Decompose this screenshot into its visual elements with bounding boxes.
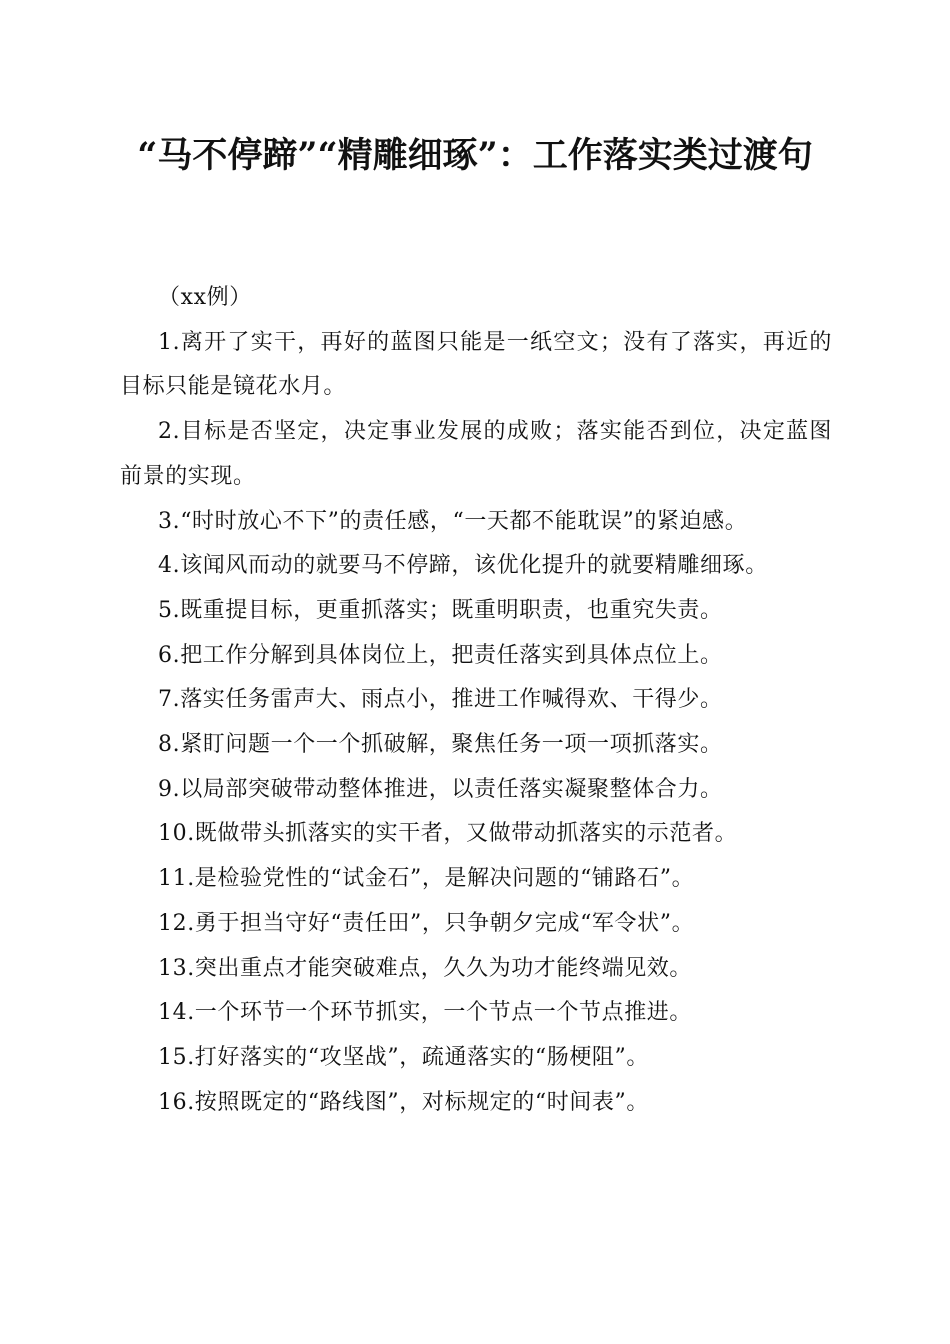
list-item: 5.既重提目标，更重抓落实；既重明职责，也重究失责。 [158, 597, 723, 623]
list-item: 1.离开了实干，再好的蓝图只能是一纸空文；没有了落实，再近的目标只能是镜花水月。 [120, 329, 832, 400]
list-item: 6.把工作分解到具体岗位上，把责任落实到具体点位上。 [158, 642, 723, 668]
list-item: 7.落实任务雷声大、雨点小，推进工作喊得欢、干得少。 [158, 687, 723, 713]
list-item: 3.“时时放心不下”的责任感，“一天都不能耽误”的紧迫感。 [158, 508, 748, 534]
list-item: 10.既做带头抓落实的实干者，又做带动抓落实的示范者。 [158, 821, 738, 847]
list-item: 4.该闻风而动的就要马不停蹄，该优化提升的就要精雕细琢。 [158, 553, 768, 579]
list-item: 9.以局部突破带动整体推进，以责任落实凝聚整体合力。 [158, 776, 723, 802]
list-item: 16.按照既定的“路线图”，对标规定的“时间表”。 [158, 1089, 649, 1115]
document-title: “马不停蹄”“精雕细琢”：工作落实类过渡句 [137, 135, 813, 176]
list-item: 2.目标是否坚定，决定事业发展的成败；落实能否到位，决定蓝图前景的实现。 [120, 419, 832, 489]
list-item: 13.突出重点才能突破难点，久久为功才能终端见效。 [158, 955, 692, 981]
paragraph-count-note: （xx例） [158, 285, 252, 310]
document-body [120, 276, 832, 1125]
list-item: 11.是检验党性的“试金石”，是解决问题的“铺路石”。 [158, 866, 695, 892]
list-item: 15.打好落实的“攻坚战”，疏通落实的“肠梗阻”。 [158, 1044, 649, 1070]
list-item: 8.紧盯问题一个一个抓破解，聚焦任务一项一项抓落实。 [158, 732, 723, 758]
list-item: 12.勇于担当守好“责任田”，只争朝夕完成“军令状”。 [158, 910, 695, 936]
list-item: 14.一个环节一个环节抓实，一个节点一个节点推进。 [158, 1000, 692, 1026]
